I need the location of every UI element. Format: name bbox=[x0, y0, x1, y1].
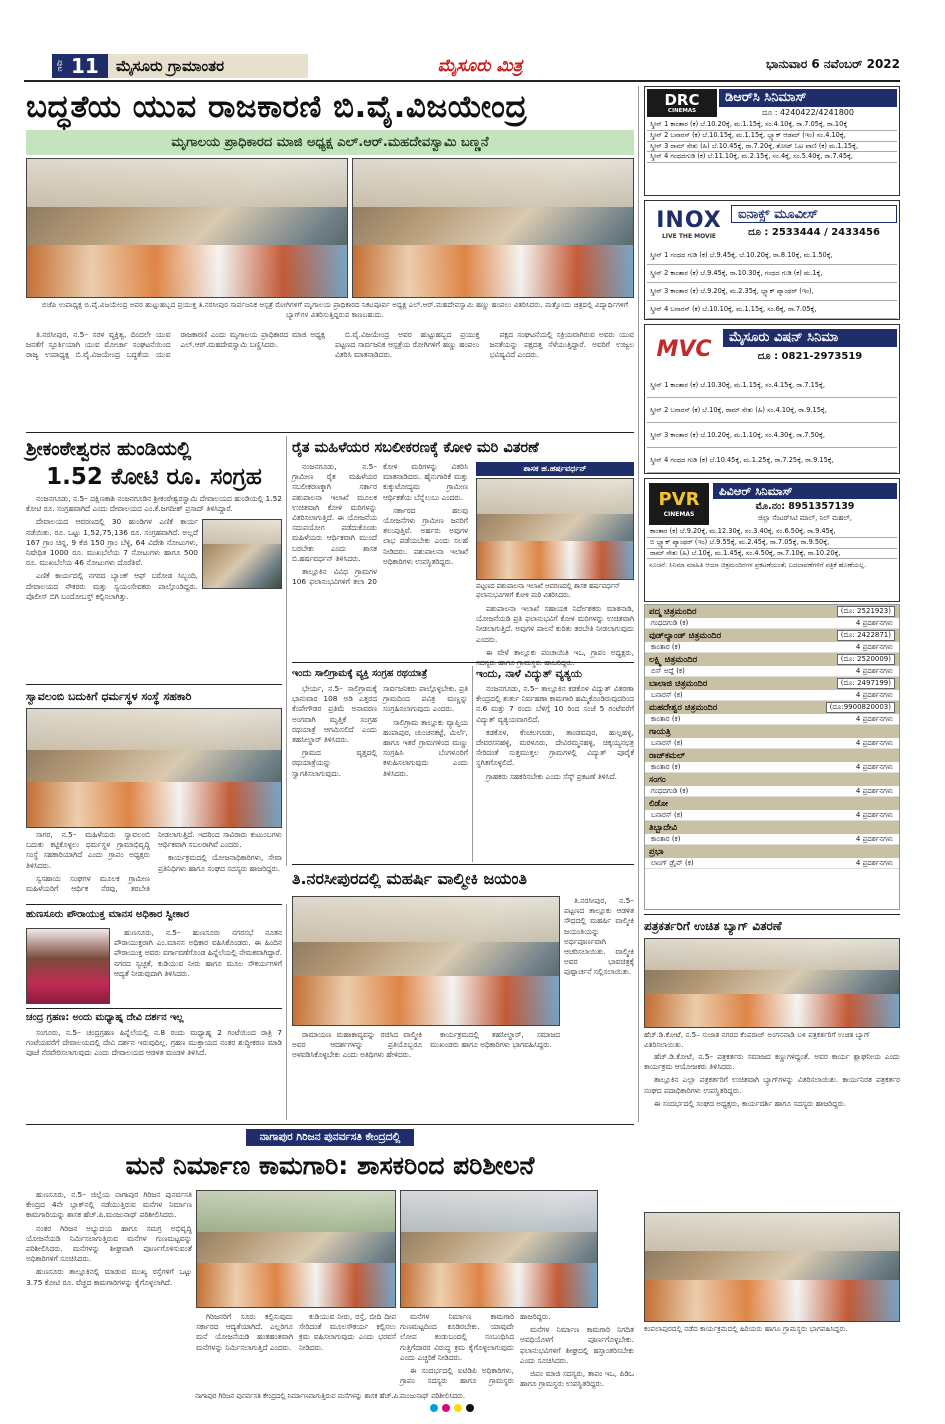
theatre-name: ರಾಜ್‌ಕಮಲ್ bbox=[649, 750, 686, 761]
theatre-name: ಬಾಲಾಜಿ ಚಿತ್ರಮಂದಿರ bbox=[649, 678, 708, 689]
theatre-film-row bbox=[645, 690, 899, 701]
theatre-film-row bbox=[645, 618, 899, 629]
theatre-name: ಲಿಡೋ bbox=[649, 798, 669, 809]
hen-tag bbox=[476, 462, 634, 476]
valmiki-para: ಕಾರ್ಯಕ್ರಮದಲ್ಲಿ ತಹಸೀಲ್ದಾರ್, ಸಮಾಜದ ಮುಖಂಡರು ಹಾಗೂ ಅಧಿಕಾರಿಗಳು ಭಾಗವಹಿಸಿದ್ದರು. bbox=[430, 1030, 560, 1050]
theatre-name: ಲಕ್ಷ್ಮಿ ಚಿತ್ರಮಂದಿರ bbox=[649, 654, 698, 665]
theatre-phone: (ದೂ: 2520009) bbox=[837, 654, 895, 665]
theatre-shows: 4 ಪ್ರದರ್ಶನಗಳು bbox=[855, 715, 893, 723]
theatre-film: ಕಾಂತಾರ (ಕ) bbox=[651, 715, 681, 723]
housing-para: ಮನೆಗಳ ನಿರ್ಮಾಣ ಕಾಮಗಾರಿ ಗುಣಮಟ್ಟದಿಂದ ಕೂಡಿರಬೇಕು. ಯಾವುದೇ ಲೋಪ ಕಂಡುಬಂದಲ್ಲಿ ಸಂಬಂಧಿಸಿದ ಗುತ್ತಿಗೆದಾರರ ವಿರುದ್ಧ ಕ್ರಮ ಕೈಗೊಳ್ಳಲಾಗುವುದು ಎಂದು ಎಚ್ಚರಿಕೆ ನೀಡಿದರು. bbox=[400, 1312, 514, 1362]
bag-photo-2 bbox=[644, 1212, 900, 1322]
pvr-note: ಸೂಚನೆ: ಸಿನಿಮಾ ಮಾಹಿತಿ ಆಯಾ ಚಿತ್ರಮಂದಿರಗಳ ಪ್ರಕಟಣೆಯಂತೆ; ಬದಲಾವಣೆಗಳಿಗೆ ಪತ್ರಿಕೆ ಹೊಣೆಯಲ್ಲ. bbox=[649, 561, 867, 569]
drc-screen-row: ಸ್ಕ್ರೀನ್ 1 ಕಾಂತಾರ (ಕ) ಬೆ.10.20ಕ್ಕೆ, ಮ.1.15ಕ್ಕೆ, ಸಂ.4.10ಕ್ಕೆ, ರಾ.7.05ಕ್ಕೆ, ರಾ.10ಕ್ಕೆ bbox=[647, 120, 897, 131]
pvr-screen-row: ಕಾಂತಾರ (ಕ) ಬೆ.9.20ಕ್ಕೆ, ಮ.12.30ಕ್ಕೆ, ಸಂ.3.40ಕ್ಕೆ, ಸಂ.6.50ಕ್ಕೆ, ರಾ.9.45ಕ್ಕೆ, bbox=[647, 527, 897, 538]
theatre-name: ಗಾಯತ್ರಿ bbox=[649, 726, 671, 737]
housing-top-rule bbox=[26, 1124, 634, 1125]
theatre-phone: (ದೂ: 2521923) bbox=[837, 606, 895, 617]
theatre-name: ತಿಬ್ಬಾದೇವಿ bbox=[649, 822, 678, 833]
theatre-name-row bbox=[645, 773, 899, 786]
hen-caption: ಪಟ್ಟಣದ ಪಶುಪಾಲನಾ ಇಲಾಖೆ ಆವರಣದಲ್ಲಿ ಶಾಸಕ ಹರ್ಷವರ್ಧನ್ ಫಲಾನುಭವಿಗಳಿಗೆ ಕೋಳಿ ಮರಿ ವಿತರಿಸಿದರು. bbox=[476, 582, 621, 599]
bag-para: ಈ ಸಂದರ್ಭದಲ್ಲಿ ಸಂಘದ ಅಧ್ಯಕ್ಷರು, ಕಾರ್ಯದರ್ಶಿ ಹಾಗೂ ಸದಸ್ಯರು ಹಾಜರಿದ್ದರು. bbox=[654, 1098, 847, 1108]
hen-bottom-rule bbox=[292, 662, 634, 663]
theatre-film: ಗಂಧದಗುಡಿ (ಕ) bbox=[651, 619, 689, 627]
hen-para: ಸರ್ಕಾರದ ಹಲವು ಯೋಜನೆಗಳು ಗ್ರಾಮೀಣ ಜನರಿಗೆ ತಲುಪುತ್ತಿವೆ. ಅರ್ಹರು ಅವುಗಳ ಲಾಭ ಪಡೆಯಬೇಕು ಎಂದು ಸಲಹೆ ನೀಡಿದರು. ಪಶುಪಾಲನಾ ಇಲಾಖೆ ಅಧಿಕಾರಿಗಳು ಉಪಸ್ಥಿತರಿದ್ದರು. bbox=[383, 505, 468, 566]
theatre-film: ಕಾಂತಾರ (ಕ) bbox=[651, 643, 681, 651]
bag-headline: ಪತ್ರಕರ್ತರಿಗೆ ಉಚಿತ ಬ್ಯಾಗ್ ವಿತರಣೆ bbox=[644, 919, 782, 933]
valmiki-body bbox=[292, 1030, 560, 1120]
page-number: 11 bbox=[71, 54, 99, 78]
hundi-para: ದೇವಾಲಯದ ಆವರಣದಲ್ಲಿ 30 ಹುಂಡಿಗಳ ಎಣಿಕೆ ಕಾರ್ಯ ನಡೆಯಿತು. ರೂ. ಒಟ್ಟು 1,52,75,136 ರೂ. ಸಂಗ್ರಹವಾಗಿದೆ. ಅಲ್ಲದೆ 167 ಗ್ರಾಂ ಚಿನ್ನ, 9 ಕೆಜಿ 150 ಗ್ರಾಂ ಬೆಳ್ಳಿ, 64 ವಿದೇಶಿ ನೋಟುಗಳು, ನಿಷೇಧಿತ 1000 ರೂ. ಮುಖಬೆಲೆಯ 7 ನೋಟುಗಳು ಹಾಗೂ 500 ರೂ. ಮುಖಬೆಲೆಯ 46 ನೋಟುಗಳು ದೊರೆತಿವೆ. bbox=[26, 517, 198, 568]
theatre-film-row bbox=[645, 786, 899, 797]
eclipse-top-rule bbox=[26, 1008, 282, 1009]
mvc-ad bbox=[644, 324, 900, 474]
page-number-badge bbox=[52, 54, 108, 78]
inox-rows bbox=[647, 247, 897, 319]
theatre-film-row bbox=[645, 858, 899, 869]
housing-headline: ಮನೆ ನಿರ್ಮಾಣ ಕಾಮಗಾರಿ: ಶಾಸಕರಿಂದ ಪರಿಶೀಲನೆ bbox=[125, 1151, 535, 1180]
bag-para: ಹೆಚ್.ಡಿ.ಕೋಟೆ, ನ.5– ಪತ್ರಕರ್ತರು ಸಮಾಜದ ಕಣ್ಣುಗಳಿದ್ದಂತೆ. ಅವರ ಕಾರ್ಯ ಶ್ಲಾಘನೀಯ ಎಂದು ಕಾರ್ಯಕ್ರಮ ಆಯೋಜಕರು ತಿಳಿಸಿದರು. bbox=[644, 1052, 900, 1072]
valmiki-headline: ತಿ.ನರಸೀಪುರದಲ್ಲಿ ಮಹರ್ಷಿ ವಾಲ್ಮೀಕಿ ಜಯಂತಿ bbox=[292, 869, 527, 888]
theatre-name: ಪದ್ಮ ಚಿತ್ರಮಂದಿರ bbox=[649, 606, 697, 617]
mvc-logo: MVC bbox=[656, 336, 712, 362]
page-word: ಪುಟ bbox=[56, 60, 65, 72]
drc-rows bbox=[647, 120, 897, 163]
theatre-film-row bbox=[645, 762, 899, 773]
drc-screen-row: ಸ್ಕ್ರೀನ್ 2 ಬನಾರಸ್ (ಕ) ಬೆ.10.15ಕ್ಕೆ, ಮ.1.15ಕ್ಕೆ, ಬ್ಲ್ಯಾಕ್ ಆಡಮ್ (ಇಂ) ಸಂ.4.10ಕ್ಕೆ, bbox=[647, 131, 897, 142]
theatre-name-row bbox=[645, 821, 899, 834]
valmiki-top-rule bbox=[292, 864, 634, 865]
valmiki-para: ರಾಮಾಯಣ ಮಹಾಕಾವ್ಯವನ್ನು ರಚಿಸಿದ ವಾಲ್ಮೀಕಿ ಅವರ ಆದರ್ಶಗಳನ್ನು ಪ್ರತಿಯೊಬ್ಬರೂ ಅಳವಡಿಸಿಕೊಳ್ಳಬೇಕು ಎಂದು ಅತಿಥಿಗಳು ಹೇಳಿದರು. bbox=[292, 1030, 422, 1060]
lead-photo-right bbox=[352, 158, 634, 298]
theatre-shows: 4 ಪ್ರದರ್ಶನಗಳು bbox=[855, 739, 893, 747]
lead-para: ಪಕ್ಷದ ಸಂಘಟನೆಯಲ್ಲಿ ಸಕ್ರಿಯವಾಗಿರುವ ಅವರು ಯುವ ಜನತೆಯನ್ನು ಪಕ್ಷದತ್ತ ಸೆಳೆಯುತ್ತಿದ್ದಾರೆ. ಅವರಿಗೆ ಉಜ್ವಲ ಭವಿಷ್ಯವಿದೆ ಎಂದರು. bbox=[489, 330, 634, 360]
bag-caption-2: ಕಂಪಲಾಪುರದಲ್ಲಿ ನಡೆದ ಕಾರ್ಯಕ್ರಮದಲ್ಲಿ ಹಿರಿಯರು ಹಾಗೂ ಗ್ರಾಮಸ್ಥರು ಭಾಗವಹಿಸಿದ್ದರು. bbox=[644, 1324, 848, 1333]
lead-body bbox=[26, 330, 634, 430]
inox-screen-row: ಸ್ಕ್ರೀನ್ 4 ಬನಾರಸ್ (ಕ) ಬೆ.10.10ಕ್ಕೆ, ಮ.1.15ಕ್ಕೆ, ಸಂ.6ಕ್ಕೆ, ರಾ.7.05ಕ್ಕೆ, bbox=[647, 301, 897, 319]
housing-para: ಗಿರಿಜನರಿಗೆ ಸೂರು ಕಲ್ಪಿಸುವುದು ಸರ್ಕಾರದ ಆದ್ಯತೆಯಾಗಿದೆ. ಎಲ್ಲರಿಗೂ ಮನೆ ಯೋಜನೆಯಡಿ ಹಂತಹಂತವಾಗಿ ಮನೆಗಳನ್ನು ನಿರ್ಮಿಸಲಾಗುತ್ತಿದೆ ಎಂದರು. bbox=[196, 1312, 293, 1352]
drc-logo-text: DRC bbox=[664, 90, 700, 109]
swavalambi-headline: ಸ್ವಾವಲಂಬಿ ಬದುಕಿಗೆ ಧರ್ಮಸ್ಥಳ ಸಂಸ್ಥೆ ಸಹಕಾರಿ bbox=[26, 690, 192, 703]
hen-para: ನಂಜನಗೂಡು, ನ.5– ಗ್ರಾಮೀಣ ರೈತ ಮಹಿಳೆಯರ ಸಬಲೀಕರಣಕ್ಕಾಗಿ ಸರ್ಕಾರ ಪಶುಪಾಲನಾ ಇಲಾಖೆ ಮೂಲಕ ಉಚಿತವಾಗಿ ಕೋಳಿ ಮರಿಗಳನ್ನು ವಿತರಿಸಲಾಗುತ್ತಿದೆ. ಈ ಯೋಜನೆಯ ಸದುಪಯೋಗ ಪಡೆದುಕೊಂಡು ಮಹಿಳೆಯರು ಆರ್ಥಿಕವಾಗಿ ಮುಂದೆ ಬರಬೇಕು ಎಂದು ಶಾಸಕ ಬಿ.ಹರ್ಷವರ್ಧನ್ ತಿಳಿಸಿದರು. bbox=[292, 462, 377, 563]
mvc-phone: ದೂ : 0821-2973519 bbox=[757, 351, 863, 362]
registration-marks bbox=[430, 1404, 510, 1412]
masthead bbox=[0, 0, 945, 82]
housing-kicker bbox=[26, 1128, 634, 1146]
column-rule bbox=[286, 436, 287, 866]
power-para: ಕಡಕೊಳ, ಕೆಂಚಲಗೂಡು, ತಾಂಡವಪುರ, ಹುಲ್ಲಹಳ್ಳಿ, ದೇವರಸನಹಳ್ಳಿ, ಮರಳೂರು, ದೇವಿರಮ್ಮನಹಳ್ಳಿ, ಚಿಕ್ಕಯ್ಯನಛತ್ರ ಸೇರಿದಂತೆ ಸುತ್ತಮುತ್ತಲ ಗ್ರಾಮಗಳಲ್ಲಿ ವಿದ್ಯುತ್ ಪೂರೈಕೆ ಸ್ಥಗಿತಗೊಳ್ಳಲಿದೆ. bbox=[476, 727, 634, 768]
mvc-rows bbox=[647, 373, 897, 473]
hen-body-2 bbox=[476, 604, 634, 660]
theatre-shows: 4 ಪ್ರದರ್ಶನಗಳು bbox=[855, 835, 893, 843]
theatre-name: ಮಹದೇಶ್ವರ ಚಿತ್ರಮಂದಿರ bbox=[649, 702, 718, 713]
column-rule bbox=[472, 666, 473, 862]
housing-para: ಕುಡಿಯುವ ನೀರು, ರಸ್ತೆ, ಬೀದಿ ದೀಪ ಸೇರಿದಂತೆ ಮೂಲಸೌಕರ್ಯ ಕಲ್ಪಿಸಲು ಕ್ರಮ ವಹಿಸಲಾಗುವುದು ಎಂದು ಭರವಸೆ ನೀಡಿದರು. bbox=[299, 1312, 396, 1352]
theatre-film: ಗಂಧದಗುಡಿ (ಕ) bbox=[651, 787, 689, 795]
theatre-film: ಬಿಸ್ ಅದ್ದೆ (ಕ) bbox=[651, 667, 685, 675]
hen-para: ತಾಲ್ಲೂಕಿನ ವಿವಿಧ ಗ್ರಾಮಗಳ 106 ಫಲಾನುಭವಿಗಳಿಗೆ ತಲಾ 20 ಕೋಳಿ ಮರಿಗಳನ್ನು ವಿತರಿಸಿ ಮಾತನಾಡಿದರು. ಹೈನುಗಾರಿಕೆ ಮತ್ತು ಕುಕ್ಕುಟೋದ್ಯಮ ಗ್ರಾಮೀಣ ಆರ್ಥಿಕತೆಯ ಬೆನ್ನೆಲುಬು ಎಂದರು. bbox=[292, 462, 468, 587]
pvr-logo-sub: CINEMAS bbox=[663, 511, 695, 518]
theatre-film: ಕಾಂತಾರ (ಕ) bbox=[651, 835, 681, 843]
pvr-address: ಜಿಲ್ಲಾ ಸೆಂಟರ್‌ಸಿಟಿ ಮಾಲ್, ನಿಲ್ ಮಹಲ್, bbox=[758, 514, 852, 522]
hen-photo bbox=[476, 478, 634, 580]
theatre-shows: 4 ಪ್ರದರ್ಶನಗಳು bbox=[855, 859, 893, 867]
theatre-name-row bbox=[645, 605, 899, 618]
inox-screen-row: ಸ್ಕ್ರೀನ್ 3 ಕಾಂತಾರ (ಕ) ಬೆ.9.20ಕ್ಕೆ, ಮ.2.35ಕ್ಕೆ, ಬ್ಲ್ಯಾಕ್ ಪ್ಯಾಂಥರ್ (ಇಂ), bbox=[647, 283, 897, 301]
theatre-film-row bbox=[645, 642, 899, 653]
hundi-headline-2: 1.52 ಕೋಟಿ ರೂ. ಸಂಗ್ರಹ bbox=[46, 464, 262, 490]
hen-tag-text: ಶಾಸಕ ಹ.ಹರ್ಷವರ್ಧನ್ bbox=[523, 464, 587, 473]
bag-top-rule bbox=[644, 914, 900, 915]
theatre-name-row bbox=[645, 677, 899, 690]
paper-name: ಮೈಸೂರು ಮಿತ್ರ bbox=[437, 56, 523, 76]
reg-dot-black bbox=[466, 1404, 474, 1412]
pvr-logo bbox=[649, 483, 709, 525]
theatre-shows: 4 ಪ್ರದರ್ಶನಗಳು bbox=[855, 763, 893, 771]
inox-screen-row: ಸ್ಕ್ರೀನ್ 2 ಕಾಂತಾರ (ಕ) ಬೆ.9.45ಕ್ಕೆ, ರಾ.10.30ಕ್ಕೆ, ಗಂಧದ ಗುಡಿ (ಕ) ಮ.1ಕ್ಕೆ, bbox=[647, 265, 897, 283]
housing-para: ಹುಣಸೂರು, ನ.5– ಜಿಲ್ಲೆಯ ನಾಗಾಪುರ ಗಿರಿಜನ ಪುನರ್ವಸತಿ ಕೇಂದ್ರದ 4ನೇ ಬ್ಲಾಕ್‌ನಲ್ಲಿ ನಡೆಯುತ್ತಿರುವ ಮನೆಗಳ ನಿರ್ಮಾಣ ಕಾಮಗಾರಿಯನ್ನು ಶಾಸಕ ಹೆಚ್.ಪಿ.ಮಂಜುನಾಥ್ ಪರಿಶೀಲಿಸಿದರು. bbox=[26, 1190, 192, 1220]
theatre-name-row bbox=[645, 629, 899, 642]
collection-body bbox=[292, 684, 468, 862]
theatre-shows: 4 ಪ್ರದರ್ಶನಗಳು bbox=[855, 667, 893, 675]
column-rule bbox=[286, 904, 287, 1120]
section-banner bbox=[108, 54, 308, 78]
theatre-shows: 4 ಪ್ರದರ್ಶನಗಳು bbox=[855, 619, 893, 627]
mvc-screen-row: ಸ್ಕ್ರೀನ್ 2 ಬನಾರಸ್ (ಕ) ಬೆ.10ಕ್ಕೆ, ರಾಮ್ ಸೇತು (ಹಿ) ಸಂ.4.10ಕ್ಕೆ, ರಾ.9.15ಕ್ಕೆ, bbox=[647, 398, 897, 423]
hen-headline: ರೈತ ಮಹಿಳೆಯರ ಸಬಲೀಕರಣಕ್ಕೆ ಕೋಳಿ ಮರಿ ವಿತರಣೆ bbox=[292, 440, 539, 456]
lead-subhead-text: ಮೃಗಾಲಯ ಪ್ರಾಧಿಕಾರದ ಮಾಜಿ ಅಧ್ಯಕ್ಷ ಎಲ್.ಆರ್.ಮಹದೇವಸ್ವಾಮಿ ಬಣ್ಣನೆ bbox=[171, 135, 489, 150]
theatre-name-row bbox=[645, 845, 899, 858]
mvc-screen-row: ಸ್ಕ್ರೀನ್ 4 ಗಂಧದ ಗುಡಿ (ಕ) ಬೆ.10.45ಕ್ಕೆ, ಮ.1.25ಕ್ಕೆ, ರಾ.7.25ಕ್ಕೆ, ರಾ.9.15ಕ್ಕೆ, bbox=[647, 448, 897, 473]
lead-headline: ಬದ್ಧತೆಯ ಯುವ ರಾಜಕಾರಣಿ ಬಿ.ವೈ.ವಿಜಯೇಂದ್ರ bbox=[26, 89, 528, 125]
theatre-name: ವುಡ್‌ಲ್ಯಾಂಡ್ ಚಿತ್ರಮಂದಿರ bbox=[649, 630, 722, 641]
theatre-shows: 4 ಪ್ರದರ್ಶನಗಳು bbox=[855, 811, 893, 819]
reg-dot-cyan bbox=[430, 1404, 438, 1412]
eclipse-body: ಸಂಗೂರು, ನ.5– ಚಂದ್ರಗ್ರಹಣ ಹಿನ್ನೆಲೆಯಲ್ಲಿ ನ.8 ರಂದು ಮಧ್ಯಾಹ್ನ 2 ಗಂಟೆಯಿಂದ ರಾತ್ರಿ 7 ಗಂಟೆಯವರೆಗೆ ದೇವಾಲಯದಲ್ಲಿ ದೇವಿ ದರ್ಶನ ಇರುವುದಿಲ್ಲ. ಗ್ರಹಣ ಮುಕ್ತಾಯದ ನಂತರ ಶುದ್ಧೀಕರಣ ಮಾಡಿ ಪೂಜೆ ನೆರವೇರಿಸಲಾಗುವುದು ಎಂದು ದೇವಾಲಯದ ಆಡಳಿತ ಮಂಡಳಿ ತಿಳಿಸಿದೆ. bbox=[26, 1028, 282, 1058]
pvr-rows bbox=[647, 527, 897, 559]
housing-body-3 bbox=[196, 1312, 396, 1390]
lead-caption: ಬಿಜೆಪಿ ಉಪಾಧ್ಯಕ್ಷ ಬಿ.ವೈ.ವಿಜಯೇಂದ್ರ ಅವರ ಹುಟ್ಟುಹಬ್ಬದ ಪ್ರಯುಕ್ತ ತಿ.ನರಸೀಪುರ ಸಾರ್ವಜನಿಕ ಆಸ್ಪತ್ರೆ ರೋಗಿಗಳಿಗೆ ಮೃಗಾಲಯ ಪ್ರಾಧಿಕಾರದ ನಿಕಟಪೂರ್ವ ಅಧ್ಯಕ್ಷ ಎಲ್.ಆರ್.ಮಹದೇವಸ್ವಾಮಿ ಹಣ್ಣು ಹಂಪಲು ವಿತರಿಸಿದರು. ಮತ್ತೊಂದು ಚಿತ್ರದಲ್ಲಿ ವಿದ್ಯಾರ್ಥಿಗಳಿಗೆ ಬ್ಯಾಗ್‌ಗಳ ವಿತರಿಸುತ್ತಿದ್ದರುವ ಕಾಣಬಹುದು. bbox=[41, 300, 629, 319]
collection-para: ಗ್ರಾಮದ ವೃತ್ತದಲ್ಲಿ ರಥಯಾತ್ರೆಯನ್ನು ಸ್ವಾಗತಿಸಲಾಗುವುದು. ಸಾರ್ವಜನಿಕರು ಪಾಲ್ಗೊಳ್ಳಬೇಕು. ಪ್ರತಿ ಗ್ರಾಮದಿಂದ ಪವಿತ್ರ ಮಣ್ಣನ್ನು ಸಂಗ್ರಹಿಸಲಾಗುವುದು ಎಂದರು. bbox=[292, 684, 468, 778]
collection-para: ಸಾಲಿಗ್ರಾಮ ತಾಲ್ಲೂಕು ವ್ಯಾಪ್ತಿಯ ಹಂಪಾಪುರ, ಚುಂಚನಕಟ್ಟೆ, ಮಿರ್ಲೆ, ಹಾಗೂ ಇತರೆ ಗ್ರಾಮಗಳಿಂದ ಮಣ್ಣು ಸಂಗ್ರಹಿಸಿ ಬೆಂಗಳೂರಿಗೆ ಕಳುಹಿಸಲಾಗುವುದು ಎಂದು ತಿಳಿಸಿದರು. bbox=[383, 717, 468, 778]
theatre-phone: (ದೂ: 2422871) bbox=[837, 630, 895, 641]
column-rule bbox=[638, 86, 639, 1122]
drc-screen-row: ಸ್ಕ್ರೀನ್ 3 ರಾಮ್ ಸೇತು (ಹಿ) ಬೆ.10.45ಕ್ಕೆ, ರಾ.7.20ಕ್ಕೆ, ತೋಟ್ ಓಟ ಪಾಣಿ (ಕ) ಮ.1.15ಕ್ಕೆ, bbox=[647, 142, 897, 153]
temple-photo bbox=[202, 519, 282, 589]
theatre-film: ಬನಾರಸ್ (ಕ) bbox=[651, 811, 683, 819]
theatre-film-row bbox=[645, 738, 899, 749]
theatre-phone: (ದೂ:9900820003) bbox=[826, 702, 895, 713]
drc-phone: ದೂ : 4240422/4241800 bbox=[761, 108, 854, 117]
lead-subhead bbox=[26, 130, 634, 155]
pvr-name: ಪಿವಿಆರ್ ಸಿನಿಮಾಸ್ bbox=[713, 483, 897, 499]
hunsur-top-rule bbox=[26, 904, 282, 905]
bag-para: ತಾಲ್ಲೂಕಿನ ಎಲ್ಲಾ ಪತ್ರಕರ್ತರಿಗೆ ಉಚಿತವಾಗಿ ಬ್ಯಾಗ್‌ಗಳನ್ನು ವಿತರಿಸಲಾಯಿತು. ಕಾರ್ಯನಿರತ ಪತ್ರಕರ್ತರ ಸಂಘದ ಪದಾಧಿಕಾರಿಗಳು ಉಪಸ್ಥಿತರಿದ್ದರು. bbox=[644, 1075, 900, 1095]
theatre-film: ಬನಾರಸ್ (ಕ) bbox=[651, 691, 683, 699]
valmiki-photo bbox=[292, 896, 560, 1026]
hen-para: ಈ ವೇಳೆ ತಾಲ್ಲೂಕು ಪಂಚಾಯಿತಿ ಇಒ, ಗ್ರಾಪಂ ಅಧ್ಯಕ್ಷರು, bbox=[486, 647, 634, 657]
reg-dot-magenta bbox=[442, 1404, 450, 1412]
theatre-film: ಕಾಂತಾರ (ಕ) bbox=[651, 763, 681, 771]
housing-body bbox=[26, 1190, 192, 1390]
housing-para: ಜಿಪಂ ಮಾಜಿ ಸದಸ್ಯರು, ತಾಪಂ ಇಒ, ಪಿಡಿಒ ಹಾಗೂ ಗ್ರಾಮಸ್ಥರು ಉಪಸ್ಥಿತರಿದ್ದರು. bbox=[520, 1369, 634, 1389]
hunsur-body: ಹುಣಸೂರು, ನ.5– ಹುಣಸೂರು ನಗರಸಭೆ ನೂತನ ಪೌರಾಯುಕ್ತರಾಗಿ ಎಂ.ಮಾನಸ ಅಧಿಕಾರ ವಹಿಸಿಕೊಂಡರು. ಈ ಹಿಂದಿನ ಪೌರಾಯುಕ್ತ ಅವರು ವರ್ಗಾವಣೆಗೊಂಡ ಹಿನ್ನೆಲೆಯಲ್ಲಿ ನೇಮಕವಾಗಿದ್ದಾರೆ. ನಗರದ ಸ್ವಚ್ಛತೆ, ಕುಡಿಯುವ ನೀರು ಹಾಗೂ ಮೂಲ ಸೌಕರ್ಯಗಳಿಗೆ ಆದ್ಯತೆ ನೀಡುವುದಾಗಿ ತಿಳಿಸಿದರು. bbox=[114, 928, 282, 978]
inox-logo-sub: LIVE THE MOVIE bbox=[661, 233, 717, 240]
housing-photo-1 bbox=[196, 1190, 396, 1308]
housing-para: ಮನೆಗಳ ನಿರ್ಮಾಣ ಕಾಮಗಾರಿ ನಿಗದಿತ ಅವಧಿಯೊಳಗೆ ಪೂರ್ಣಗೊಳ್ಳಬೇಕು. ಫಲಾನುಭವಿಗಳಿಗೆ ಶೀಘ್ರದಲ್ಲಿ ಹಸ್ತಾಂತರಿಸಬೇಕು ಎಂದು ಸೂಚಿಸಿದರು. bbox=[520, 1325, 634, 1365]
housing-body-2 bbox=[602, 1190, 634, 1308]
masthead-rule bbox=[24, 80, 900, 82]
theatre-phone: (ದೂ: 2497199) bbox=[837, 678, 895, 689]
pvr-screen-row: ರಾಮ್ ಸೇತು (ಹಿ) ಬೆ.10ಕ್ಕೆ, ಮ.1.45ಕ್ಕೆ, ಸಂ.4.50ಕ್ಕೆ, ರಾ.7.10ಕ್ಕೆ, ರಾ.10.20ಕ್ಕೆ, bbox=[647, 549, 897, 560]
inox-ad bbox=[644, 200, 900, 320]
hundi-para: ನಂಜನಗೂಡು, ನ.5– ದಕ್ಷಿಣಕಾಶಿ ನಂಜನಗೂಡಿನ ಶ್ರೀಕಂಠೇಶ್ವರಸ್ವಾಮಿ ದೇವಾಲಯದ ಹುಂಡಿಯಲ್ಲಿ 1.52 ಕೋಟಿ ರೂ. ಸಂಗ್ರಹವಾಗಿದೆ ಎಂದು ದೇವಾಲಯದ ಎಂ.ಕೆ.ಜಗದೀಶ್ ಪ್ರಸಾದ್ ತಿಳಿಸಿದ್ದಾರೆ. bbox=[26, 494, 282, 514]
inox-phone: ದೂ : 2533444 / 2433456 bbox=[748, 227, 880, 238]
reg-dot-yellow bbox=[454, 1404, 462, 1412]
mvc-screen-row: ಸ್ಕ್ರೀನ್ 1 ಕಾಂತಾರ (ಕ) ಬೆ.10.30ಕ್ಕೆ, ಮ.1.15ಕ್ಕೆ, ಸಂ.4.15ಕ್ಕೆ, ರಾ.7.15ಕ್ಕೆ, bbox=[647, 373, 897, 398]
lead-para: ಬಿ.ವೈ.ವಿಜಯೇಂದ್ರ ಅವರ ಹುಟ್ಟುಹಬ್ಬದ ಪ್ರಯುಕ್ತ ಪಟ್ಟಣದ ಸಾರ್ವಜನಿಕ ಆಸ್ಪತ್ರೆಯ ರೋಗಿಗಳಿಗೆ ಹಣ್ಣು ಹಂಪಲು ವಿತರಿಸಿ ಮಾತನಾಡಿದರು. bbox=[335, 330, 480, 360]
collection-headline: ಇಂದು ಸಾಲಿಗ್ರಾಮಕ್ಕೆ ವ್ಯಕ್ತಿ ಸಂಗ್ರಹ ರಥಯಾತ್ರೆ bbox=[292, 668, 428, 679]
pvr-logo-text: PVR bbox=[658, 489, 700, 510]
hundi-headline-1: ಶ್ರೀಕಂಠೇಶ್ವರನ ಹುಂಡಿಯಲ್ಲಿ bbox=[26, 438, 192, 460]
theatre-film-row bbox=[645, 666, 899, 677]
theatre-name-row bbox=[645, 701, 899, 714]
swavalambi-top-rule bbox=[26, 684, 282, 685]
valmiki-para: ತಿ.ನರಸೀಪುರ, ನ.5– ಪಟ್ಟಣದ ತಾಲ್ಲೂಕು ಆಡಳಿತ ಸೌಧದಲ್ಲಿ ಮಹರ್ಷಿ ವಾಲ್ಮೀಕಿ ಜಯಂತಿಯನ್ನು ಅರ್ಥಪೂರ್ಣವಾಗಿ ಆಚರಿಸಲಾಯಿತು. ವಾಲ್ಮೀಕಿ ಅವರ ಭಾವಚಿತ್ರಕ್ಕೆ ಪುಷ್ಪಾರ್ಚನೆ ಸಲ್ಲಿಸಲಾಯಿತು. bbox=[564, 896, 634, 977]
power-headline: ಇಂದು, ನಾಳೆ ವಿದ್ಯುತ್ ವ್ಯತ್ಯಯ bbox=[476, 668, 582, 680]
inox-screen-row: ಸ್ಕ್ರೀನ್ 1 ಗಂಧದ ಗುಡಿ (ಕ) ಬೆ.9.45ಕ್ಕೆ, ಬೆ.10.20ಕ್ಕೆ, ರಾ.8.10ಕ್ಕೆ, ಮ.1.50ಕ್ಕೆ, bbox=[647, 247, 897, 265]
drc-logo-sub: CINEMAS bbox=[667, 107, 697, 114]
section-title: ಮೈಸೂರು ಗ್ರಾಮಾಂತರ bbox=[116, 57, 225, 75]
bag-body bbox=[644, 1052, 900, 1208]
pvr-ad bbox=[644, 478, 900, 602]
lead-para: ತಿ.ನರಸೀಪುರ, ನ.5– ಸರಳ ವ್ಯಕ್ತಿತ್ವ, ದಿಂದಲೇ ಯುವ ಜನತೆಗೆ ಸ್ಫೂರ್ತಿಯಾಗಿ ಯುವ ಮೋರ್ಚಾ ಸಂಘಟನೆಯಿಂದ ರಾಜ್ಯ ಉಪಾಧ್ಯಕ್ಷ ಬಿ.ವೈ.ವಿಜಯೇಂದ್ರ ಬದ್ಧತೆಯ ಯುವ ರಾಜಕಾರಣಿ ಎಂದು ಮೃಗಾಲಯ ಪ್ರಾಧಿಕಾರದ ಮಾಜಿ ಅಧ್ಯಕ್ಷ ಎಲ್.ಆರ್.ಮಹದೇವಸ್ವಾಮಿ ಬಣ್ಣಿಸಿದರು. bbox=[26, 330, 325, 360]
mvc-screen-row: ಸ್ಕ್ರೀನ್ 3 ಕಾಂತಾರ (ಕ) ಬೆ.10.20ಕ್ಕೆ, ಮ.1.10ಕ್ಕೆ, ಸಂ.4.30ಕ್ಕೆ, ರಾ.7.50ಕ್ಕೆ, bbox=[647, 423, 897, 448]
theatre-film-row bbox=[645, 834, 899, 845]
housing-para: ಹುಣಸೂರು ತಾಲ್ಲೂಕಿನಲ್ಲಿ ಮಾಡುವ ಮುಖ್ಯ ರಸ್ತೆಗಳಿಗೆ ಒಟ್ಟು 3.75 ಕೋಟಿ ರೂ. ವೆಚ್ಚದ ಕಾಮಗಾರಿಗಳನ್ನು ಕೈಗೊಳ್ಳಲಾಗಿದೆ. bbox=[26, 1267, 192, 1287]
bag-photo bbox=[644, 938, 900, 1028]
pvr-phone: ಮೊ.ನಂ: 8951357139 bbox=[755, 501, 855, 512]
theatre-name-row bbox=[645, 749, 899, 762]
eclipse-headline: ಚಂದ್ರ ಗ್ರಹಣ: ಅಂದು ಮಧ್ಯಾಹ್ನ ದೇವಿ ದರ್ಶನ ಇಲ್ಲ bbox=[26, 1012, 184, 1023]
drc-screen-row: ಸ್ಕ್ರೀನ್ 4 ಗಂಧದಗುಡಿ (ಕ) ಬೆ.11.10ಕ್ಕೆ, ಮ.2.15ಕ್ಕೆ, ಸಂ.4ಕ್ಕೆ, ಸಂ.5.40ಕ್ಕೆ, ರಾ.7.45ಕ್ಕೆ, bbox=[647, 152, 897, 163]
valmiki-body-side bbox=[564, 896, 634, 1076]
inox-logo bbox=[649, 207, 729, 243]
theatre-listings bbox=[644, 604, 900, 910]
housing-para: ಈ ಸಂದರ್ಭದಲ್ಲಿ ಐಟಿಡಿಪಿ ಅಧಿಕಾರಿಗಳು, ಗ್ರಾಪಂ ಸದಸ್ಯರು ಹಾಗೂ ಗ್ರಾಮಸ್ಥರು ಹಾಜರಿದ್ದರು. bbox=[400, 1312, 551, 1386]
theatre-name-row bbox=[645, 653, 899, 666]
lead-bottom-rule bbox=[26, 432, 634, 433]
mvc-name: ಮೈಸೂರು ವಿಷನ್ ಸಿನಿಮಾ bbox=[723, 329, 897, 347]
theatre-shows: 4 ಪ್ರದರ್ಶನಗಳು bbox=[855, 691, 893, 699]
swavalambi-para: ಕಾರ್ಯಕ್ರಮದಲ್ಲಿ ಯೋಜನಾಧಿಕಾರಿಗಳು, ಸೇವಾ ಪ್ರತಿನಿಧಿಗಳು ಹಾಗೂ ಸಂಘದ ಸದಸ್ಯರು ಹಾಜರಿದ್ದರು. bbox=[158, 853, 282, 873]
theatre-film-row bbox=[645, 810, 899, 821]
pvr-screen-row: ಬಿ ಬ್ಲ್ಯಾಕ್ ಪ್ಯಾಂಥರ್ (ಇಂ) ಬೆ.9.55ಕ್ಕೆ, ಮ.2.45ಕ್ಕೆ, ರಾ.7.05ಕ್ಕೆ, ರಾ.9.50ಕ್ಕೆ, bbox=[647, 538, 897, 549]
lead-photo-left bbox=[26, 158, 348, 298]
theatre-name: ಸಂಗಂ bbox=[649, 774, 666, 785]
hundi-para: ಎಣಿಕೆ ಕಾರ್ಯದಲ್ಲಿ ನಗರದ ಬ್ಯಾಂಕ್ ಆಫ್ ಬರೋಡ ಸಿಬ್ಬಂದಿ, ದೇವಾಲಯದ ನೌಕರರು ಮತ್ತು ಸ್ವಯಂಸೇವಕರು ಪಾಲ್ಗೊಂಡಿದ್ದರು. ಪೊಲೀಸ್ ಬಿಗಿ ಬಂದೋಬಸ್ತ್ ಕಲ್ಪಿಸಲಾಗಿತ್ತು. bbox=[26, 571, 198, 601]
swavalambi-body bbox=[26, 830, 282, 900]
theatre-film: ಬನಾರಸ್ (ಕ) bbox=[651, 739, 683, 747]
power-para: ನಂಜನಗೂಡು, ನ.5– ತಾಲ್ಲೂಕಿನ ಕಡಕೊಳ ವಿದ್ಯುತ್ ವಿತರಣಾ ಕೇಂದ್ರದಲ್ಲಿ ತುರ್ತು ನಿರ್ವಹಣಾ ಕಾಮಗಾರಿ ಹಮ್ಮಿಕೊಂಡಿರುವುದರಿಂದ ನ.6 ಮತ್ತು 7 ರಂದು ಬೆಳಿಗ್ಗೆ 10 ರಿಂದ ಸಂಜೆ 5 ಗಂಟೆವರೆಗೆ ವಿದ್ಯುತ್ ವ್ಯತ್ಯಯವಾಗಲಿದೆ. bbox=[476, 684, 634, 724]
housing-para: ನಂತರ ಗಿರಿಜನ ಅಭ್ಯುದಯ ಹಾಗೂ ಸಮಗ್ರ ಅಭಿವೃದ್ಧಿ ಯೋಜನೆಯಡಿ ನಿರ್ಮಿಸಲಾಗುತ್ತಿರುವ ಮನೆಗಳ ಗುಣಮಟ್ಟವನ್ನು ಪರಿಶೀಲಿಸಿದರು. ಮನೆಗಳನ್ನು ಶೀಘ್ರವಾಗಿ ಪೂರ್ಣಗೊಳಿಸುವಂತೆ ಅಧಿಕಾರಿಗಳಿಗೆ ಸೂಚಿಸಿದರು. bbox=[26, 1223, 192, 1264]
drc-ad bbox=[644, 86, 900, 196]
housing-kicker-text: ನಾಗಾಪುರ ಗಿರಿಜನ ಪುನರ್ವಸತಿ ಕೇಂದ್ರದಲ್ಲಿ bbox=[246, 1129, 415, 1146]
inox-name: ಐನಾಕ್ಸ್ ಮೂವೀಸ್ bbox=[731, 205, 897, 223]
swavalambi-para: ಸಾಗರ, ನ.5– ಮಹಿಳೆಯರು ಸ್ವಾವಲಂಬಿ ಬದುಕು ಕಟ್ಟಿಕೊಳ್ಳಲು ಧರ್ಮಸ್ಥಳ ಗ್ರಾಮಾಭಿವೃದ್ಧಿ ಸಂಸ್ಥೆ ಸಹಕಾರಿಯಾಗಿದೆ ಎಂದು ಗ್ರಾಪಂ ಅಧ್ಯಕ್ಷರು ತಿಳಿಸಿದರು. bbox=[26, 830, 150, 870]
drc-name: ಡಿಆರ್‌ಸಿ ಸಿನಿಮಾಸ್ bbox=[719, 89, 897, 107]
power-body bbox=[476, 684, 634, 862]
swavalambi-para: ಸ್ವಸಹಾಯ ಸಂಘಗಳ ಮೂಲಕ ಗ್ರಾಮೀಣ ಮಹಿಳೆಯರಿಗೆ ಆರ್ಥಿಕ ನೆರವು, ತರಬೇತಿ ನೀಡಲಾಗುತ್ತಿದೆ. ಇದರಿಂದ ಸಾವಿರಾರು ಕುಟುಂಬಗಳು ಆರ್ಥಿಕವಾಗಿ ಸಬಲರಾಗಿವೆ ಎಂದರು. bbox=[26, 830, 282, 894]
theatre-shows: 4 ಪ್ರದರ್ಶನಗಳು bbox=[855, 787, 893, 795]
theatre-name-row bbox=[645, 725, 899, 738]
theatre-name-row bbox=[645, 797, 899, 810]
inox-logo-text: INOX bbox=[656, 208, 722, 233]
housing-body-4 bbox=[400, 1312, 634, 1390]
housing-caption: ನಾಗಾಪುರ ಗಿರಿಜನ ಪುನರ್ವಸತಿ ಕೇಂದ್ರದಲ್ಲಿ ನಿರ್ಮಾಣವಾಗುತ್ತಿರುವ ಮನೆಗಳನ್ನು ಶಾಸಕ ಹೆಚ್.ಪಿ.ಮಂಜುನಾಥ್ ಪರಿಶೀಲಿಸಿದರು. bbox=[194, 1392, 465, 1400]
date-line: ಭಾನುವಾರ 6 ನವೆಂಬರ್ 2022 bbox=[765, 57, 900, 71]
theatre-film: ಲಾಂಗ್ ಡ್ರೈವ್ (ಕ) bbox=[651, 859, 694, 867]
theatre-film-row bbox=[645, 714, 899, 725]
hen-body bbox=[292, 462, 468, 660]
housing-photo-2 bbox=[400, 1190, 598, 1308]
collection-para: ಭೇರ್ಯ, ನ.5– ಸಾಲಿಗ್ರಾಮಕ್ಕೆ ಭಾನುವಾರ 108 ಅಡಿ ಎತ್ತರದ ಕೆಂಪೇಗೌಡರ ಪ್ರತಿಮೆ ಅನಾವರಣ ಅಂಗವಾಗಿ ಮೃತ್ತಿಕೆ ಸಂಗ್ರಹ ರಥಯಾತ್ರೆ ಆಗಮಿಸಲಿದೆ ಎಂದು ತಹಸೀಲ್ದಾರ್ ತಿಳಿಸಿದರು. bbox=[292, 684, 377, 745]
bag-caption: ಹೆಚ್.ಡಿ.ಕೋಟೆ, ನ.5– ಸುಜಾತ ನಗರದ ಕೆಂಪರಾಜ್ ಅಂಗನವಾಡಿ ಬಳಿ ಪತ್ರಕರ್ತರಿಗೆ ಉಚಿತ ಬ್ಯಾಗ್ ವಿತರಿಸಲಾಯಿತು. bbox=[644, 1030, 871, 1049]
hen-para: ಪಶುಪಾಲನಾ ಇಲಾಖೆ ಸಹಾಯಕ ನಿರ್ದೇಶಕರು ಮಾತನಾಡಿ, ಯೋಜನೆಯಡಿ ಪ್ರತಿ ಫಲಾನುಭವಿಗೆ ಕೋಳಿ ಮರಿಗಳನ್ನು ಉಚಿತವಾಗಿ ನೀಡಲಾಗುತ್ತಿದೆ. ಅವುಗಳ ಪಾಲನೆ ಕುರಿತು ತರಬೇತಿ ನೀಡಲಾಗುವುದು ಎಂದರು. bbox=[476, 604, 634, 644]
hundi-body bbox=[26, 494, 282, 682]
swavalambi-photo bbox=[26, 708, 282, 828]
drc-logo bbox=[647, 89, 717, 117]
power-para: ಗ್ರಾಹಕರು ಸಹಕರಿಸಬೇಕು ಎಂದು ಸೆಸ್ಕ್ ಪ್ರಕಟಣೆ ತಿಳಿಸಿದೆ. bbox=[486, 771, 618, 781]
hunsur-portrait bbox=[26, 928, 110, 1004]
hunsur-headline: ಹುಣಸೂರು ಪೌರಾಯುಕ್ತ ಮಾನಸ ಅಧಿಕಾರ ಸ್ವೀಕಾರ bbox=[26, 909, 190, 920]
theatre-shows: 4 ಪ್ರದರ್ಶನಗಳು bbox=[855, 643, 893, 651]
theatre-name: ಪ್ರಭಾ bbox=[649, 846, 664, 857]
